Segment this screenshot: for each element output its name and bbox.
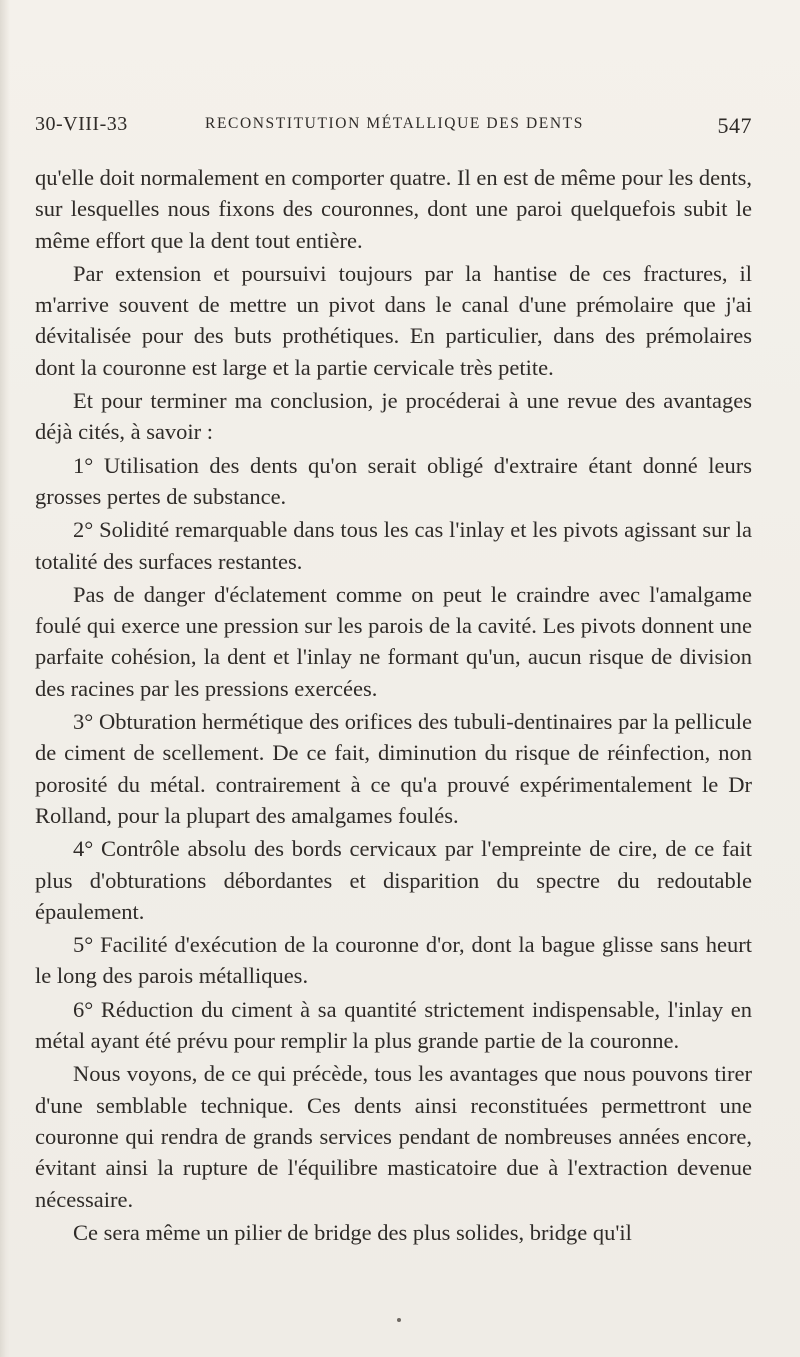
running-title: RECONSTITUTION MÉTALLIQUE DES DENTS <box>205 115 584 132</box>
ink-speck <box>397 1318 401 1322</box>
list-item-5: 5° Facilité d'exécution de la couronne d'or, dont la bague glisse sans heurt le long des parois métalliques. <box>35 932 752 989</box>
page-edge-shadow <box>0 0 10 1357</box>
paragraph-continuation: qu'elle doit normalement en comporter quatre. Il en est de même pour les dents, sur lesquelles nous fixons des couronnes, dont une paroi quelquefois subit le même effort que la dent tout entière. <box>35 165 752 253</box>
list-item-6: 6° Réduction du ciment à sa quantité strictement indispensable, l'inlay en métal ayant été prévu pour remplir la plus grande partie de la couronne. <box>35 996 752 1054</box>
list-item-4: 4° Contrôle absolu des bords cervicaux par l'empreinte de cire, de ce fait plus d'obturations débordantes et disparition du spectre du redoutable épaulement. <box>35 836 752 924</box>
issue-date: 30-VIII-33 <box>35 113 128 135</box>
list-item-2: 2° Solidité remarquable dans tous les cas l'inlay et les pivots agissant sur la totalité des surfaces restantes. <box>35 517 752 574</box>
page-number: 547 <box>717 113 752 138</box>
list-item-3: 3° Obturation hermétique des orifices des tubuli-dentinaires par la pellicule de ciment de scellement. De ce fait, diminution du risque de réinfection, non porosité du métal. contrairement à ce qu'a prouvé expérimentalement le Dr Rolland, pour la plupart des amalgames foulés. <box>35 709 752 828</box>
list-item-1: 1° Utilisation des dents qu'on serait obligé d'extraire étant donné leurs grosses pertes de substance. <box>35 452 752 509</box>
body-text <box>35 162 752 1250</box>
paragraph: Nous voyons, de ce qui précède, tous les avantages que nous pouvons tirer d'une semblable technique. Ces dents ainsi reconstituées permettront une couronne qui rendra de grands services pendant de nombreuses années encore, évitant ainsi la rupture de l'équilibre masticatoire due à l'extraction devenue nécessaire. <box>35 1061 752 1212</box>
paragraph: Pas de danger d'éclatement comme on peut le craindre avec l'amalgame foulé qui exerce une pression sur les parois de la cavité. Les pivots donnent une parfaite cohésion, la dent et l'inlay ne formant qu'un, aucun risque de division des racines par les pressions exercées. <box>35 581 752 701</box>
paragraph: Et pour terminer ma conclusion, je procéderai à une revue des avantages déjà cités, à savoir : <box>35 388 752 445</box>
running-head <box>35 113 752 143</box>
paragraph-final: Ce sera même un pilier de bridge des plus solides, bridge qu'il <box>73 1219 632 1245</box>
paragraph: Par extension et poursuivi toujours par la hantise de ces fractures, il m'arrive souvent de mettre un pivot dans le canal d'une prémolaire que j'ai dévitalisée pour des buts prothétiques. En particulier, dans des prémolaires dont la couronne est large et la partie cervicale très petite. <box>35 260 752 380</box>
